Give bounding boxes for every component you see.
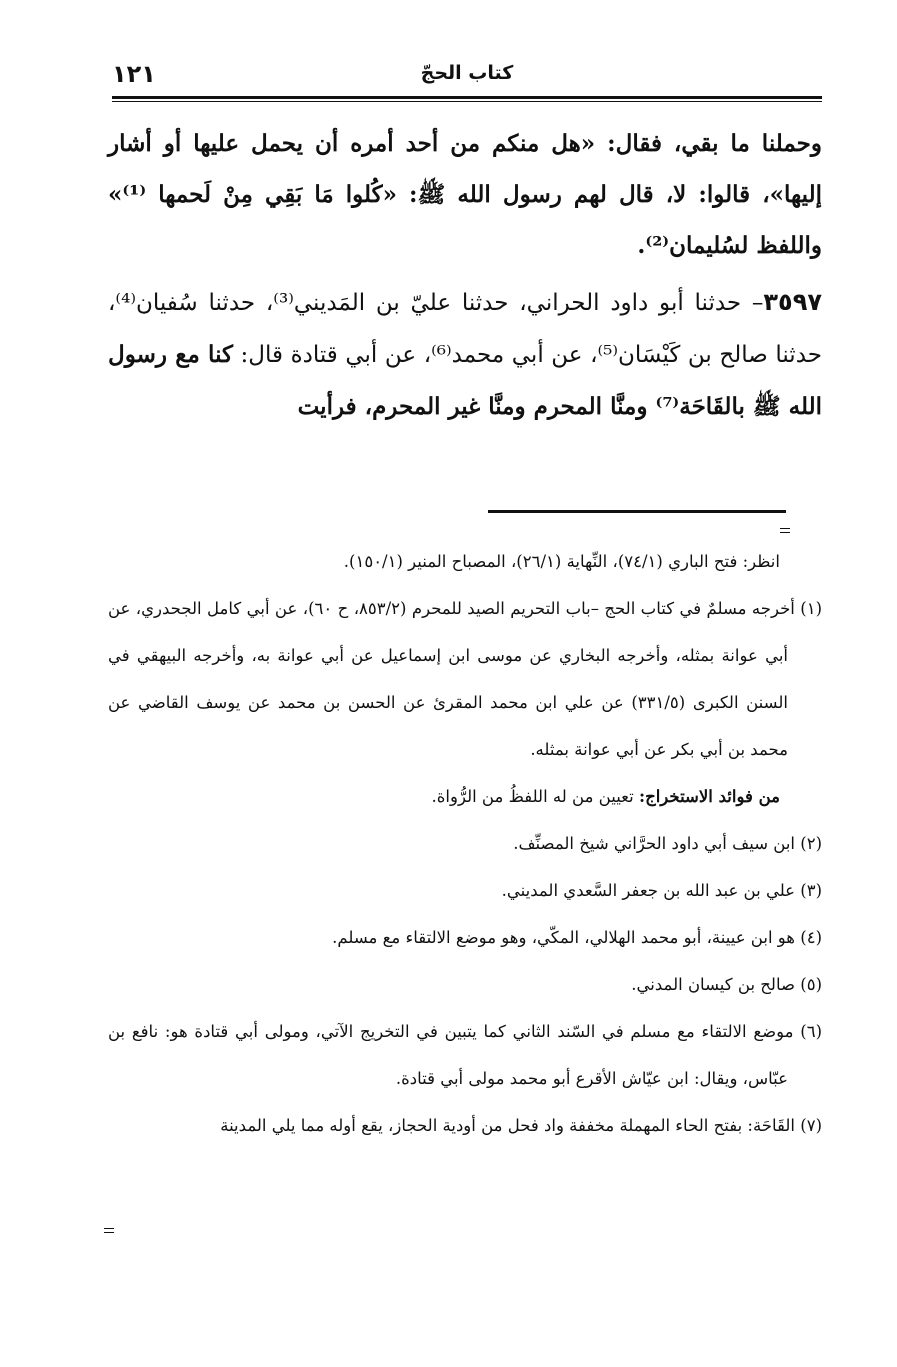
footnote-6: (٦) موضع الالتقاء مع مسلم في السّند الثاني كما يتبين في التخريج الآتي، ومولى أبي قتادة هو: نافع بن عبّاس، ويقال: ابن عيّاش الأقرع أبو محمد مولى أبي قتادة. (108, 1022, 822, 1088)
footnote-intro: انظر: فتح الباري (٧٤/١)، النِّهاية (٢٦/١)، المصباح المنير (١٥٠/١). (343, 552, 780, 571)
page-number: ١٢١ (112, 60, 156, 88)
benefits-text: تعيين من له اللفظُ من الرُّواة. (431, 787, 639, 806)
matn-text: كنا مع رسول الله ﷺ بالقَاحَة⁽⁷⁾ ومنَّا المحرم ومنَّا غير المحرم، فرأيت (108, 341, 822, 420)
header-rule-thick (112, 96, 822, 99)
footnote-3: (٣) علي بن عبد الله بن جعفر السَّعدي المديني. (501, 881, 822, 900)
hadith-number: ٣٥٩٧ (763, 288, 822, 316)
main-text (108, 118, 822, 433)
footnotes (108, 538, 822, 1149)
footnote-1: (١) أخرجه مسلمٌ في كتاب الحج –باب التحريم الصيد للمحرم (٨٥٣/٢، ح ٦٠)، عن أبي كامل الجحدري، عن أبي عوانة بمثله، وأخرجه البخاري عن موسى ابن إسماعيل عن أبي عوانة به، وأخرجه البيهقي في السنن الكبرى (٣٣١/٥) عن علي ابن محمد المقرئ عن الحسن بن محمد عن يوسف القاضي عن محمد بن أبي بكر عن أبي عوانة بمثله. (108, 599, 823, 759)
book-title: كتاب الحجّ (420, 62, 514, 84)
footnote-7: (٧) القَاحَة: بفتح الحاء المهملة مخففة واد فحل من أودية الحجاز، يقع أوله مما يلي المدينة (220, 1116, 822, 1135)
margin-mark-top (780, 528, 790, 533)
footnote-separator (488, 510, 786, 513)
margin-mark-bottom (104, 1228, 114, 1233)
isnad-text: – حدثنا أبو داود الحراني، حدثنا عليّ بن المَديني⁽³⁾، حدثنا سُفيان⁽⁴⁾، حدثنا صالح بن كَيْسَان⁽⁵⁾، عن أبي محمد⁽⁶⁾، عن أبي قتادة قال: (108, 290, 822, 368)
benefits-label: من فوائد الاستخراج: (638, 787, 780, 806)
main-paragraph-1: وحملنا ما بقي، فقال: «هل منكم من أحد أمره أن يحمل عليها أو أشار إليها»، قالوا: لا، قال لهم رسول الله ﷺ: «كُلوا مَا بَقِي مِنْ لَحمها ⁽¹⁾» واللفظ لسُليمان⁽²⁾. (108, 130, 822, 259)
footnote-2: (٢) ابن سيف أبي داود الحرَّاني شيخ المصنِّف. (513, 834, 822, 853)
main-paragraph-2 (108, 277, 822, 433)
running-header (112, 62, 822, 96)
footnote-4: (٤) هو ابن عيينة، أبو محمد الهلالي، المكّي، وهو موضع الالتقاء مع مسلم. (332, 928, 822, 947)
footnote-5: (٥) صالح بن كيسان المدني. (631, 975, 822, 994)
footnote-benefits (108, 773, 822, 820)
header-rule-thin (112, 101, 822, 102)
